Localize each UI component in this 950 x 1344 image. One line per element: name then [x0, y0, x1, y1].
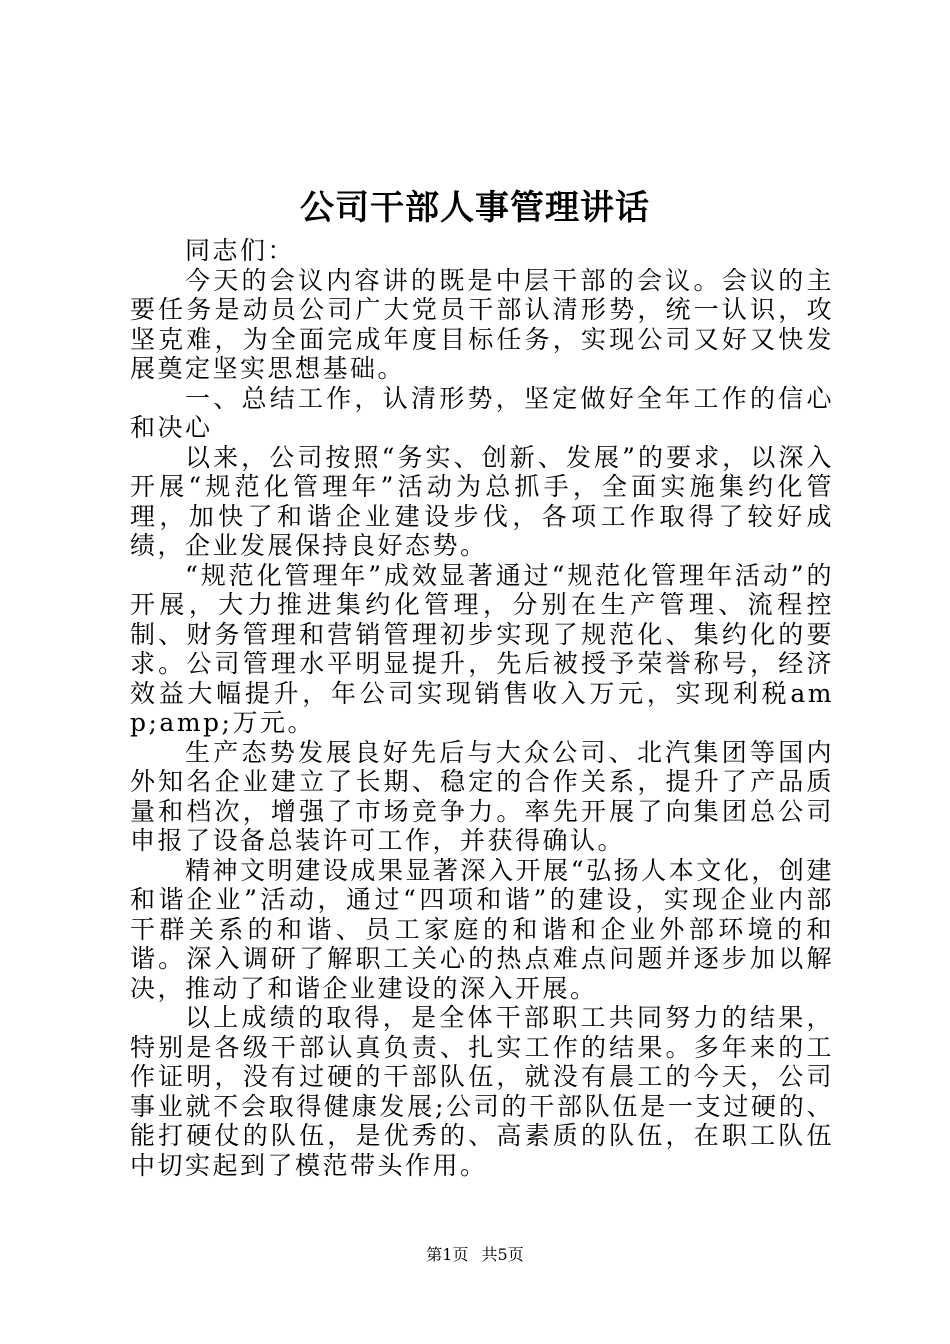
page-number: 第1页 — [426, 1245, 469, 1264]
paragraph: 以来，公司按照“务实、创新、发展”的要求，以深入开展“规范化管理年”活动为总抓手，全面实施集约化管理，加快了和谐企业建设步伐，各项工作取得了较好成绩，企业发展保持良好态势。 — [130, 442, 834, 560]
paragraph: 今天的会议内容讲的既是中层干部的会议。会议的主要任务是动员公司广大党员干部认清形势，统一认识，攻坚克难，为全面完成年度目标任务，实现公司又好又快发展奠定坚实思想基础。 — [130, 265, 834, 383]
salutation: 同志们： — [185, 236, 296, 265]
section-heading: 一、总结工作，认清形势，坚定做好全年工作的信心和决心 — [130, 383, 834, 442]
paragraph: “规范化管理年”成效显著通过“规范化管理年活动”的开展，大力推进集约化管理，分别在生产管理、流程控制、财务管理和营销管理初步实现了规范化、集约化的要求。公司管理水平明显提升，先后被授予荣誉称号，经济效益大幅提升，年公司实现销售收入万元，实现利税amp;amp;万元。 — [130, 560, 834, 737]
page-total: 共5页 — [481, 1245, 524, 1264]
document-body — [130, 236, 834, 1180]
paragraph: 以上成绩的取得，是全体干部职工共同努力的结果，特别是各级干部认真负责、扎实工作的结果。多年来的工作证明，没有过硬的干部队伍，就没有晨工的今天，公司事业就不会取得健康发展;公司的干部队伍是一支过硬的、能打硬仗的队伍，是优秀的、高素质的队伍，在职工队伍中切实起到了模范带头作用。 — [130, 1003, 834, 1180]
paragraph: 生产态势发展良好先后与大众公司、北汽集团等国内外知名企业建立了长期、稳定的合作关系，提升了产品质量和档次，增强了市场竞争力。率先开展了向集团总公司申报了设备总装许可工作，并获得确认。 — [130, 737, 834, 855]
page-title: 公司干部人事管理讲话 — [300, 188, 650, 228]
paragraph: 精神文明建设成果显著深入开展“弘扬人本文化，创建和谐企业”活动，通过“四项和谐”的建设，实现企业内部干群关系的和谐、员工家庭的和谐和企业外部环境的和谐。深入调研了解职工关心的热点难点问题并逐步加以解决，推动了和谐企业建设的深入开展。 — [130, 855, 834, 1003]
page-footer — [0, 1244, 950, 1266]
